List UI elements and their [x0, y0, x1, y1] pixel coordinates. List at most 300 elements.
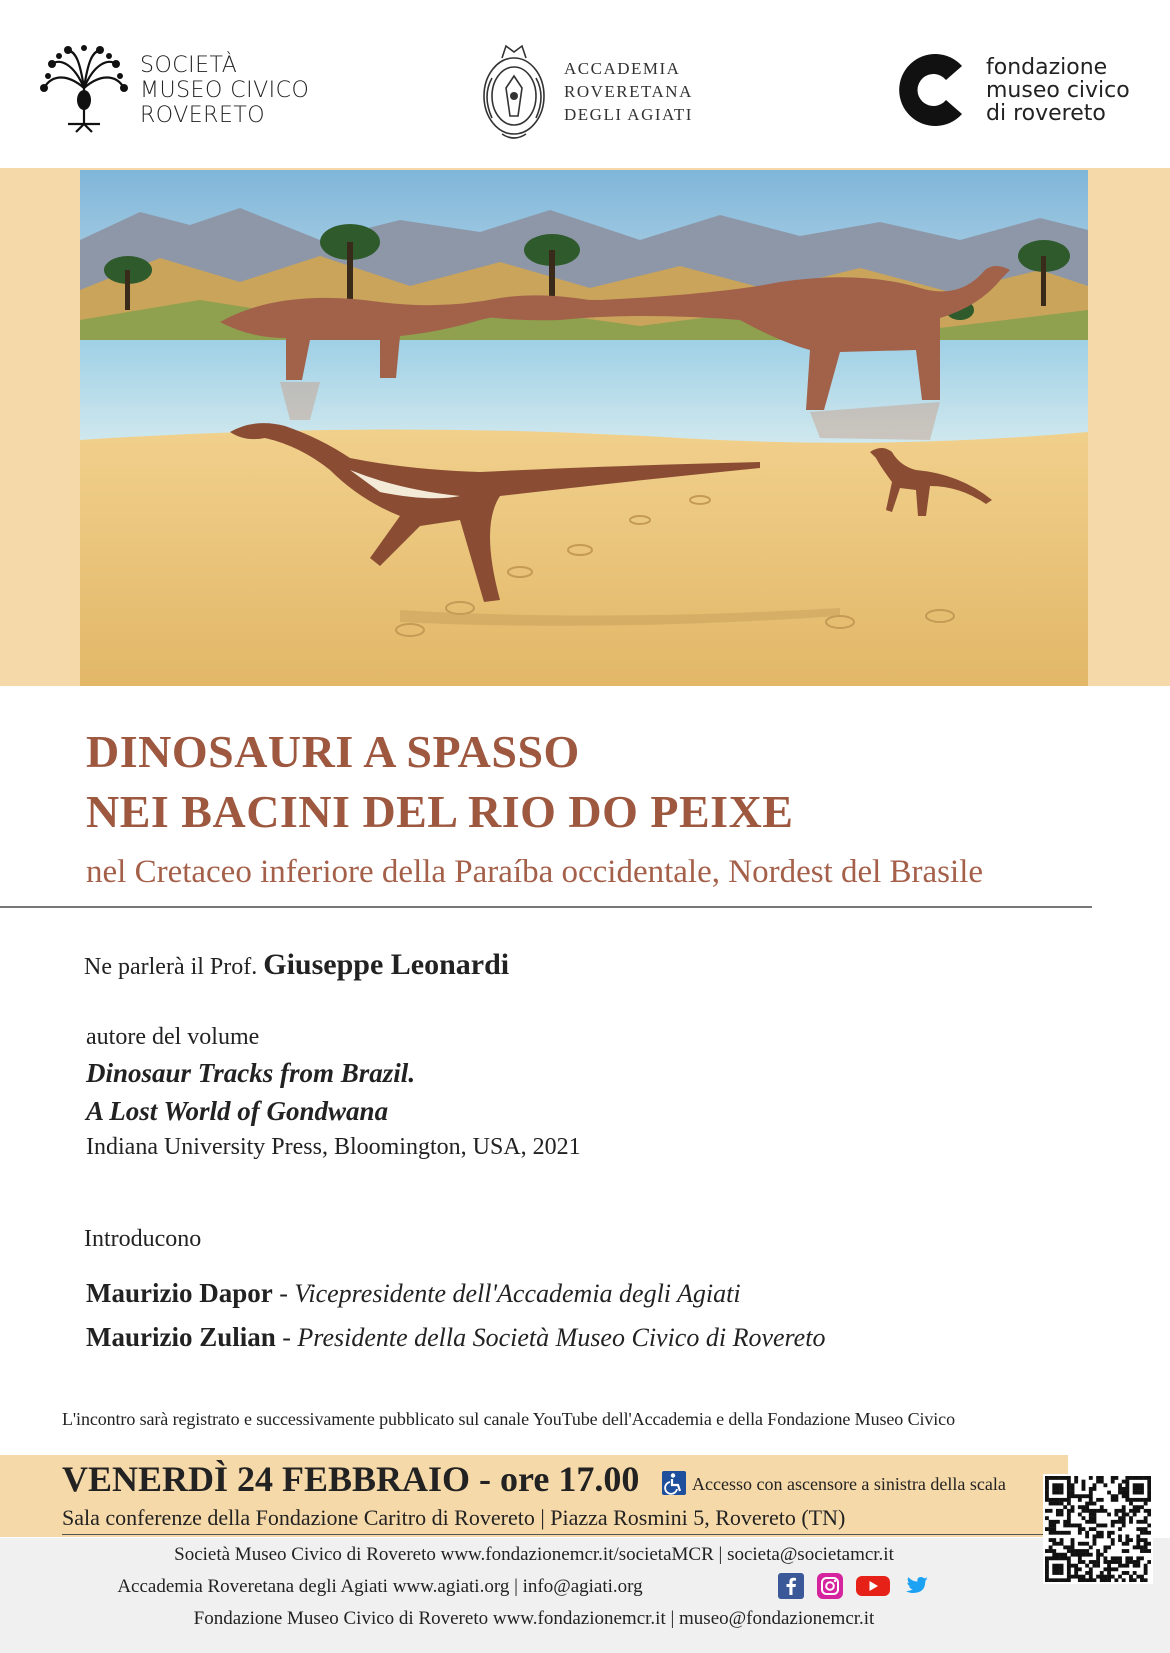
qr-module — [1100, 1498, 1104, 1502]
qr-module — [1136, 1520, 1140, 1524]
qr-module — [1107, 1545, 1111, 1549]
qr-module — [1060, 1578, 1064, 1582]
qr-module — [1125, 1494, 1129, 1498]
qr-module — [1122, 1487, 1126, 1491]
qr-module — [1093, 1509, 1097, 1513]
qr-module — [1052, 1498, 1056, 1502]
qr-module — [1125, 1542, 1129, 1546]
qr-module — [1082, 1509, 1086, 1513]
qr-module — [1067, 1549, 1071, 1553]
qr-module — [1111, 1542, 1115, 1546]
qr-code-image — [1045, 1476, 1151, 1582]
qr-module — [1045, 1480, 1049, 1484]
qr-module — [1060, 1564, 1064, 1568]
qr-module — [1067, 1509, 1071, 1513]
qr-module — [1052, 1520, 1056, 1524]
qr-module — [1144, 1538, 1148, 1542]
logo-smcr-line: ROVERETO — [140, 102, 266, 128]
qr-module — [1125, 1564, 1129, 1568]
qr-module — [1122, 1491, 1126, 1495]
qr-module — [1085, 1509, 1089, 1513]
event-title-line2: NEI BACINI DEL RIO DO PEIXE — [86, 786, 794, 837]
qr-module — [1052, 1549, 1056, 1553]
qr-module — [1049, 1524, 1053, 1528]
qr-module — [1052, 1476, 1056, 1480]
qr-module — [1140, 1520, 1144, 1524]
qr-module — [1100, 1571, 1104, 1575]
qr-module — [1111, 1556, 1115, 1560]
qr-module — [1082, 1483, 1086, 1487]
twitter-icon[interactable] — [904, 1573, 930, 1599]
qr-module — [1063, 1578, 1067, 1582]
qr-module — [1067, 1483, 1071, 1487]
title-divider — [0, 906, 1092, 908]
qr-module — [1060, 1498, 1064, 1502]
qr-module — [1089, 1560, 1093, 1564]
qr-module — [1100, 1553, 1104, 1557]
qr-module — [1060, 1476, 1064, 1480]
qr-module — [1093, 1483, 1097, 1487]
qr-module — [1125, 1560, 1129, 1564]
qr-module — [1093, 1542, 1097, 1546]
qr-module — [1147, 1476, 1151, 1480]
footer-line-agiati-text[interactable]: Accademia Roveretana degli Agiati www.agiati.org | info@agiati.org — [117, 1576, 643, 1597]
qr-module — [1071, 1538, 1075, 1542]
qr-module — [1089, 1553, 1093, 1557]
qr-module — [1125, 1476, 1129, 1480]
event-venue: Sala conferenze della Fondazione Caritro di Rovereto | Piazza Rosmini 5, Rovereto (TN) — [62, 1505, 846, 1530]
qr-module — [1122, 1542, 1126, 1546]
qr-module — [1089, 1487, 1093, 1491]
qr-module — [1096, 1564, 1100, 1568]
qr-module — [1125, 1534, 1129, 1538]
qr-module — [1082, 1487, 1086, 1491]
qr-module — [1078, 1542, 1082, 1546]
qr-module — [1071, 1487, 1075, 1491]
qr-module — [1125, 1491, 1129, 1495]
qr-module — [1114, 1513, 1118, 1517]
qr-module — [1144, 1502, 1148, 1506]
qr-module — [1096, 1560, 1100, 1564]
qr-module — [1118, 1487, 1122, 1491]
qr-module — [1118, 1516, 1122, 1520]
speaker-prefix: Ne parlerà il Prof. — [84, 954, 258, 980]
qr-module — [1125, 1487, 1129, 1491]
introducer-row — [86, 1322, 825, 1353]
qr-module — [1114, 1509, 1118, 1513]
qr-module — [1078, 1531, 1082, 1535]
footer-line-fmcr[interactable]: Fondazione Museo Civico di Rovereto www.fondazionemcr.it | museo@fondazionemcr.it — [193, 1608, 875, 1629]
qr-module — [1078, 1556, 1082, 1560]
qr-module — [1056, 1556, 1060, 1560]
qr-module — [1049, 1520, 1053, 1524]
qr-module — [1133, 1476, 1137, 1480]
logo-fmcr-line: fondazione — [986, 54, 1108, 80]
qr-module — [1071, 1491, 1075, 1495]
qr-module — [1096, 1509, 1100, 1513]
youtube-icon[interactable] — [856, 1573, 890, 1599]
qr-module — [1060, 1567, 1064, 1571]
qr-module — [1045, 1549, 1049, 1553]
qr-module — [1125, 1480, 1129, 1484]
qr-module — [1133, 1545, 1137, 1549]
qr-module — [1147, 1531, 1151, 1535]
qr-module — [1071, 1553, 1075, 1557]
footer-line-smcr[interactable]: Società Museo Civico di Rovereto www.fondazionemcr.it/societaMCR | societa@societamcr.it — [174, 1544, 894, 1565]
qr-module — [1045, 1575, 1049, 1579]
qr-module — [1144, 1571, 1148, 1575]
qr-module — [1052, 1564, 1056, 1568]
qr-module — [1129, 1560, 1133, 1564]
qr-module — [1140, 1531, 1144, 1535]
qr-module — [1085, 1502, 1089, 1506]
qr-code[interactable] — [1043, 1474, 1153, 1584]
qr-module — [1093, 1560, 1097, 1564]
qr-module — [1085, 1549, 1089, 1553]
qr-module — [1140, 1538, 1144, 1542]
qr-module — [1067, 1567, 1071, 1571]
qr-module — [1082, 1516, 1086, 1520]
qr-module — [1122, 1509, 1126, 1513]
qr-module — [1114, 1567, 1118, 1571]
qr-module — [1085, 1534, 1089, 1538]
qr-module — [1147, 1494, 1151, 1498]
book-info — [86, 1020, 581, 1164]
qr-module — [1114, 1494, 1118, 1498]
footer-line-agiati[interactable] — [0, 1576, 760, 1598]
book-publisher: Indiana University Press, Bloomington, USA, 2021 — [86, 1134, 581, 1160]
logo-smcr-line: MUSEO CIVICO — [140, 77, 310, 103]
speaker-line — [84, 948, 509, 982]
logo-smcr-text — [140, 53, 309, 128]
qr-module — [1052, 1542, 1056, 1546]
qr-module — [1096, 1498, 1100, 1502]
qr-module — [1071, 1483, 1075, 1487]
qr-module — [1085, 1542, 1089, 1546]
qr-module — [1049, 1538, 1053, 1542]
book-intro: autore del volume — [86, 1024, 260, 1050]
qr-module — [1103, 1549, 1107, 1553]
qr-module — [1118, 1491, 1122, 1495]
qr-module — [1133, 1560, 1137, 1564]
qr-module — [1078, 1549, 1082, 1553]
qr-module — [1049, 1527, 1053, 1531]
qr-module — [1045, 1556, 1049, 1560]
qr-module — [1074, 1575, 1078, 1579]
introducer-role: - Presidente della Società Museo Civico di Rovereto — [282, 1323, 826, 1352]
qr-module — [1082, 1527, 1086, 1531]
qr-module — [1045, 1491, 1049, 1495]
qr-module — [1093, 1538, 1097, 1542]
qr-module — [1074, 1567, 1078, 1571]
qr-module — [1085, 1520, 1089, 1524]
qr-module — [1111, 1538, 1115, 1542]
qr-module — [1045, 1527, 1049, 1531]
qr-module — [1089, 1516, 1093, 1520]
qr-module — [1067, 1498, 1071, 1502]
recording-note: L'incontro sarà registrato e successivamente pubblicato sul canale YouTube dell'Accademia e della Fondazione Museo Civico — [62, 1409, 955, 1429]
qr-module — [1125, 1483, 1129, 1487]
speaker-name: Giuseppe Leonardi — [263, 948, 510, 981]
qr-module — [1045, 1578, 1049, 1582]
qr-module — [1085, 1505, 1089, 1509]
qr-module — [1093, 1487, 1097, 1491]
qr-module — [1107, 1575, 1111, 1579]
qr-module — [1133, 1487, 1137, 1491]
introducer-name: Maurizio Zulian — [86, 1322, 276, 1352]
qr-module — [1103, 1567, 1107, 1571]
qr-module — [1122, 1494, 1126, 1498]
qr-module — [1074, 1564, 1078, 1568]
qr-module — [1074, 1549, 1078, 1553]
qr-module — [1082, 1553, 1086, 1557]
hero-dinosaur-painting — [80, 170, 1088, 686]
qr-module — [1049, 1531, 1053, 1535]
qr-module — [1129, 1476, 1133, 1480]
logo-fmcr-text — [986, 56, 1130, 125]
qr-module — [1111, 1480, 1115, 1484]
header-logos — [0, 0, 1170, 168]
qr-module — [1144, 1520, 1148, 1524]
qr-module — [1129, 1538, 1133, 1542]
qr-module — [1144, 1527, 1148, 1531]
qr-module — [1060, 1509, 1064, 1513]
qr-module — [1060, 1571, 1064, 1575]
qr-module — [1100, 1575, 1104, 1579]
qr-module — [1096, 1524, 1100, 1528]
qr-module — [1122, 1578, 1126, 1582]
qr-module — [1125, 1538, 1129, 1542]
qr-module — [1136, 1542, 1140, 1546]
qr-module — [1147, 1483, 1151, 1487]
qr-module — [1060, 1556, 1064, 1560]
qr-module — [1129, 1556, 1133, 1560]
qr-module — [1056, 1578, 1060, 1582]
qr-module — [1071, 1524, 1075, 1528]
qr-module — [1063, 1531, 1067, 1535]
qr-module — [1096, 1575, 1100, 1579]
qr-module — [1136, 1505, 1140, 1509]
qr-module — [1045, 1564, 1049, 1568]
qr-module — [1147, 1524, 1151, 1528]
qr-module — [1111, 1567, 1115, 1571]
qr-module — [1129, 1516, 1133, 1520]
qr-module — [1100, 1534, 1104, 1538]
qr-module — [1111, 1476, 1115, 1480]
qr-module — [1111, 1520, 1115, 1524]
qr-module — [1049, 1502, 1053, 1506]
qr-module — [1056, 1542, 1060, 1546]
qr-module — [1111, 1531, 1115, 1535]
logo-agiati-line: DEGLI AGIATI — [564, 104, 693, 124]
qr-module — [1122, 1524, 1126, 1528]
qr-module — [1045, 1560, 1049, 1564]
qr-module — [1067, 1520, 1071, 1524]
qr-module — [1140, 1483, 1144, 1487]
qr-module — [1133, 1513, 1137, 1517]
qr-module — [1089, 1571, 1093, 1575]
qr-module — [1085, 1553, 1089, 1557]
qr-module — [1078, 1498, 1082, 1502]
qr-module — [1071, 1542, 1075, 1546]
qr-module — [1107, 1564, 1111, 1568]
qr-module — [1074, 1480, 1078, 1484]
qr-module — [1049, 1578, 1053, 1582]
qr-module — [1133, 1505, 1137, 1509]
qr-module — [1089, 1476, 1093, 1480]
logo-smcr-line: SOCIETÀ — [140, 52, 238, 78]
qr-module — [1085, 1494, 1089, 1498]
qr-module — [1133, 1483, 1137, 1487]
qr-module — [1096, 1476, 1100, 1480]
qr-module — [1100, 1524, 1104, 1528]
logo-agiati-text — [564, 57, 693, 126]
qr-module — [1060, 1487, 1064, 1491]
introducer-name: Maurizio Dapor — [86, 1278, 273, 1308]
peacock-logo-icon — [38, 44, 130, 136]
qr-module — [1093, 1527, 1097, 1531]
qr-module — [1136, 1476, 1140, 1480]
qr-module — [1082, 1494, 1086, 1498]
qr-module — [1114, 1578, 1118, 1582]
qr-module — [1082, 1578, 1086, 1582]
qr-module — [1107, 1578, 1111, 1582]
qr-module — [1082, 1575, 1086, 1579]
qr-module — [1067, 1545, 1071, 1549]
qr-module — [1052, 1531, 1056, 1535]
qr-module — [1063, 1476, 1067, 1480]
qr-module — [1078, 1578, 1082, 1582]
qr-module — [1067, 1491, 1071, 1495]
qr-module — [1089, 1494, 1093, 1498]
qr-module — [1060, 1553, 1064, 1557]
qr-module — [1122, 1571, 1126, 1575]
qr-module — [1067, 1560, 1071, 1564]
qr-module — [1144, 1509, 1148, 1513]
qr-module — [1111, 1494, 1115, 1498]
qr-module — [1140, 1476, 1144, 1480]
qr-module — [1045, 1487, 1049, 1491]
qr-module — [1129, 1578, 1133, 1582]
qr-module — [1056, 1476, 1060, 1480]
qr-module — [1140, 1578, 1144, 1582]
qr-module — [1096, 1553, 1100, 1557]
facebook-icon[interactable] — [778, 1573, 804, 1599]
qr-module — [1067, 1578, 1071, 1582]
c-logo-icon — [896, 44, 974, 136]
qr-module — [1107, 1491, 1111, 1495]
logo-fmcr-line: di rovereto — [986, 100, 1106, 126]
qr-module — [1136, 1556, 1140, 1560]
qr-module — [1089, 1575, 1093, 1579]
qr-module — [1107, 1513, 1111, 1517]
qr-module — [1063, 1505, 1067, 1509]
logo-societa-museo-civico — [38, 44, 309, 136]
qr-module — [1136, 1483, 1140, 1487]
instagram-icon[interactable] — [817, 1573, 843, 1599]
qr-module — [1118, 1520, 1122, 1524]
qr-module — [1056, 1498, 1060, 1502]
qr-module — [1056, 1491, 1060, 1495]
qr-module — [1089, 1502, 1093, 1506]
qr-module — [1049, 1556, 1053, 1560]
qr-module — [1074, 1476, 1078, 1480]
qr-module — [1082, 1549, 1086, 1553]
qr-module — [1093, 1502, 1097, 1506]
qr-module — [1089, 1527, 1093, 1531]
qr-module — [1107, 1531, 1111, 1535]
qr-module — [1071, 1505, 1075, 1509]
qr-module — [1125, 1571, 1129, 1575]
qr-module — [1111, 1524, 1115, 1528]
qr-module — [1096, 1556, 1100, 1560]
qr-module — [1140, 1491, 1144, 1495]
qr-module — [1125, 1549, 1129, 1553]
qr-module — [1096, 1480, 1100, 1484]
qr-module — [1107, 1571, 1111, 1575]
book-title-line1: Dinosaur Tracks from Brazil. — [86, 1058, 416, 1088]
qr-module — [1103, 1545, 1107, 1549]
qr-module — [1140, 1527, 1144, 1531]
qr-module — [1067, 1575, 1071, 1579]
qr-module — [1136, 1538, 1140, 1542]
qr-module — [1118, 1483, 1122, 1487]
qr-module — [1122, 1480, 1126, 1484]
qr-module — [1136, 1487, 1140, 1491]
qr-module — [1060, 1542, 1064, 1546]
qr-module — [1045, 1483, 1049, 1487]
qr-module — [1078, 1567, 1082, 1571]
qr-module — [1144, 1549, 1148, 1553]
qr-module — [1136, 1527, 1140, 1531]
qr-module — [1144, 1498, 1148, 1502]
qr-module — [1103, 1524, 1107, 1528]
qr-module — [1144, 1564, 1148, 1568]
qr-module — [1147, 1509, 1151, 1513]
qr-module — [1063, 1524, 1067, 1528]
qr-module — [1122, 1513, 1126, 1517]
qr-module — [1052, 1502, 1056, 1506]
qr-module — [1096, 1549, 1100, 1553]
qr-module — [1114, 1560, 1118, 1564]
qr-module — [1136, 1491, 1140, 1495]
qr-module — [1118, 1534, 1122, 1538]
event-subtitle: nel Cretaceo inferiore della Paraíba occidentale, Nordest del Brasile — [86, 854, 984, 890]
qr-module — [1125, 1556, 1129, 1560]
introducer-role: - Vicepresidente dell'Accademia degli Agiati — [279, 1279, 741, 1308]
qr-module — [1118, 1564, 1122, 1568]
qr-module — [1114, 1498, 1118, 1502]
qr-module — [1140, 1575, 1144, 1579]
qr-module — [1147, 1480, 1151, 1484]
qr-module — [1144, 1545, 1148, 1549]
qr-module — [1100, 1531, 1104, 1535]
qr-module — [1133, 1509, 1137, 1513]
qr-module — [1060, 1513, 1064, 1517]
qr-module — [1096, 1534, 1100, 1538]
qr-module — [1045, 1571, 1049, 1575]
qr-module — [1067, 1513, 1071, 1517]
crest-logo-icon — [472, 38, 556, 144]
qr-module — [1133, 1498, 1137, 1502]
qr-module — [1144, 1542, 1148, 1546]
qr-module — [1045, 1567, 1049, 1571]
qr-module — [1045, 1476, 1049, 1480]
qr-module — [1118, 1560, 1122, 1564]
qr-module — [1114, 1556, 1118, 1560]
qr-module — [1100, 1509, 1104, 1513]
qr-module — [1136, 1534, 1140, 1538]
